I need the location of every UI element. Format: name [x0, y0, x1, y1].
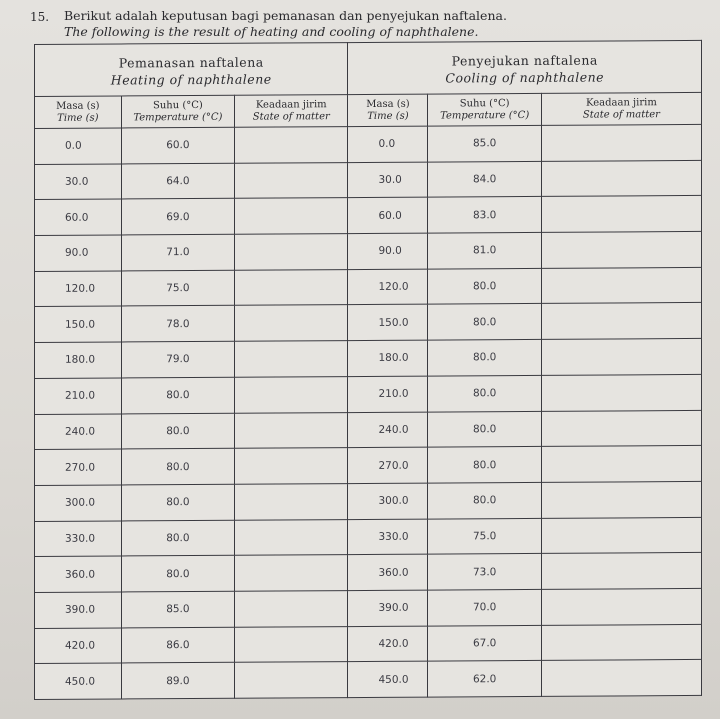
table-row	[35, 481, 702, 521]
cooling-col-temp-ms: Suhu (°C)	[459, 97, 510, 109]
heating-temp-cell: 80.0	[121, 413, 234, 449]
heating-col-time	[35, 96, 122, 129]
heating-temp-cell: 64.0	[121, 163, 234, 199]
heating-time-cell: 420.0	[35, 628, 122, 664]
cooling-col-temp	[428, 93, 541, 126]
heating-time-cell: 300.0	[35, 485, 122, 521]
cooling-time-cell: 0.0	[348, 126, 428, 162]
heating-state-cell[interactable]	[235, 662, 348, 698]
cooling-time-cell: 30.0	[348, 162, 428, 198]
heating-col-temp	[121, 95, 234, 128]
heating-col-state-ms: Keadaan jirim	[255, 98, 327, 111]
heating-col-temp-en: Temperature (°C)	[133, 111, 223, 123]
table-row	[35, 160, 702, 200]
cooling-temp-cell: 80.0	[428, 411, 541, 447]
heating-temp-cell: 71.0	[121, 234, 234, 270]
cooling-time-cell: 450.0	[348, 661, 428, 697]
cooling-time-cell: 240.0	[348, 412, 428, 448]
table-row	[35, 410, 702, 450]
cooling-time-cell: 300.0	[348, 483, 428, 519]
heating-state-cell[interactable]	[235, 269, 348, 305]
question-text-ms: Berikut adalah keputusan bagi pemanasan dan penyejukan naftalena.	[64, 8, 507, 23]
cooling-title-en: Cooling of naphthalene	[445, 69, 605, 85]
heating-time-cell: 60.0	[35, 199, 122, 235]
cooling-col-temp-en: Temperature (°C)	[440, 109, 530, 122]
heating-time-cell: 90.0	[35, 235, 122, 271]
heating-temp-cell: 69.0	[121, 199, 234, 235]
heating-state-cell[interactable]	[235, 626, 348, 662]
table-row	[35, 624, 702, 664]
cooling-state-cell[interactable]	[541, 660, 701, 697]
heating-state-cell[interactable]	[235, 519, 348, 555]
cooling-time-cell: 150.0	[348, 305, 428, 341]
heating-temp-cell: 80.0	[121, 520, 234, 556]
cooling-time-cell: 210.0	[348, 376, 428, 412]
heating-time-cell: 210.0	[35, 378, 122, 414]
heating-state-cell[interactable]	[235, 555, 348, 591]
cooling-temp-cell: 85.0	[428, 125, 541, 161]
cooling-temp-cell: 80.0	[428, 268, 541, 304]
cooling-col-state-en: State of matter	[582, 108, 660, 121]
heating-time-cell: 30.0	[35, 164, 122, 200]
heating-state-cell[interactable]	[235, 198, 348, 234]
cooling-state-cell[interactable]	[541, 231, 701, 268]
heating-state-cell[interactable]	[235, 448, 348, 484]
cooling-state-cell[interactable]	[541, 481, 701, 518]
cooling-temp-cell: 81.0	[428, 232, 541, 268]
cooling-time-cell: 330.0	[348, 519, 428, 555]
heating-col-state	[235, 95, 348, 128]
heating-col-state-en: State of matter	[252, 110, 330, 123]
table-row	[35, 196, 702, 236]
cooling-col-time-ms: Masa (s)	[366, 98, 410, 110]
heating-temp-cell: 86.0	[121, 627, 234, 663]
heating-state-cell[interactable]	[235, 341, 348, 377]
heating-time-cell: 180.0	[35, 342, 122, 378]
cooling-title-ms: Penyejukan naftalena	[451, 52, 598, 68]
cooling-time-cell: 390.0	[348, 590, 428, 626]
cooling-temp-cell: 80.0	[428, 375, 541, 411]
heating-temp-cell: 80.0	[121, 484, 234, 520]
cooling-state-cell[interactable]	[541, 267, 701, 304]
cooling-time-cell: 60.0	[348, 197, 428, 233]
cooling-state-cell[interactable]	[541, 196, 701, 233]
table-row	[35, 339, 702, 379]
table-row	[35, 231, 702, 271]
cooling-time-cell: 420.0	[348, 626, 428, 662]
cooling-state-cell[interactable]	[541, 160, 701, 197]
cooling-group-header	[348, 40, 702, 94]
heating-time-cell: 330.0	[35, 521, 122, 557]
cooling-temp-cell: 70.0	[428, 589, 541, 625]
cooling-col-time-en: Time (s)	[367, 110, 409, 122]
heating-col-time-ms: Masa (s)	[56, 100, 100, 112]
heating-col-temp-ms: Suhu (°C)	[152, 99, 203, 111]
cooling-temp-cell: 80.0	[428, 340, 541, 376]
heating-state-cell[interactable]	[235, 412, 348, 448]
heating-state-cell[interactable]	[235, 305, 348, 341]
heating-state-cell[interactable]	[235, 483, 348, 519]
table-row	[35, 267, 702, 307]
heating-temp-cell: 89.0	[121, 663, 234, 699]
cooling-time-cell: 270.0	[348, 447, 428, 483]
table-row	[35, 303, 702, 343]
heating-state-cell[interactable]	[235, 127, 348, 163]
heating-title-ms: Pemanasan naftalena	[118, 54, 264, 70]
heating-time-cell: 150.0	[35, 306, 122, 342]
cooling-temp-cell: 80.0	[428, 482, 541, 518]
cooling-temp-cell: 80.0	[428, 304, 541, 340]
table-row	[35, 553, 702, 593]
cooling-state-cell[interactable]	[541, 588, 701, 625]
cooling-temp-cell: 84.0	[428, 161, 541, 197]
heating-temp-cell: 78.0	[121, 306, 234, 342]
heating-time-cell: 360.0	[35, 556, 122, 592]
heating-state-cell[interactable]	[235, 234, 348, 270]
heating-time-cell: 120.0	[35, 271, 122, 307]
cooling-state-cell[interactable]	[541, 339, 701, 376]
table-row	[35, 446, 702, 486]
heating-title-en: Heating of naphthalene	[110, 71, 272, 88]
cooling-temp-cell: 75.0	[428, 518, 541, 554]
table-row	[35, 588, 702, 628]
heating-time-cell: 270.0	[35, 449, 122, 485]
cooling-col-state	[541, 92, 701, 125]
results-table	[34, 40, 702, 700]
cooling-state-cell[interactable]	[541, 517, 701, 554]
question-text-en: The following is the result of heating and cooling of naphthalene.	[64, 24, 479, 39]
cooling-col-state-ms: Keadaan jirim	[586, 96, 657, 109]
cooling-state-cell[interactable]	[541, 124, 701, 161]
heating-temp-cell: 80.0	[121, 556, 234, 592]
heating-temp-cell: 75.0	[121, 270, 234, 306]
results-table-wrapper	[34, 40, 702, 700]
heating-time-cell: 450.0	[35, 663, 122, 699]
cooling-col-time	[348, 94, 428, 126]
cooling-state-cell[interactable]	[541, 624, 701, 661]
question-number: 15.	[30, 10, 50, 24]
cooling-temp-cell: 62.0	[428, 661, 541, 697]
heating-group-header	[35, 43, 348, 97]
results-table-body	[35, 124, 702, 699]
heating-temp-cell: 79.0	[121, 341, 234, 377]
table-row	[35, 124, 702, 164]
cooling-temp-cell: 80.0	[428, 447, 541, 483]
heating-temp-cell: 80.0	[121, 377, 234, 413]
table-row	[35, 660, 702, 700]
heating-temp-cell: 80.0	[121, 448, 234, 484]
table-row	[35, 517, 702, 557]
cooling-temp-cell: 67.0	[428, 625, 541, 661]
heating-state-cell[interactable]	[235, 162, 348, 198]
cooling-state-cell[interactable]	[541, 303, 701, 340]
heating-time-cell: 240.0	[35, 413, 122, 449]
cooling-state-cell[interactable]	[541, 446, 701, 483]
question-text	[64, 8, 507, 40]
heating-state-cell[interactable]	[235, 376, 348, 412]
heating-state-cell[interactable]	[235, 591, 348, 627]
cooling-temp-cell: 73.0	[428, 554, 541, 590]
cooling-temp-cell: 83.0	[428, 197, 541, 233]
cooling-state-cell[interactable]	[541, 410, 701, 447]
heating-temp-cell: 60.0	[121, 127, 234, 163]
heating-col-time-en: Time (s)	[57, 112, 99, 124]
heating-time-cell: 0.0	[35, 128, 122, 164]
cooling-state-cell[interactable]	[541, 374, 701, 411]
cooling-state-cell[interactable]	[541, 553, 701, 590]
cooling-time-cell: 90.0	[348, 233, 428, 269]
heating-temp-cell: 85.0	[121, 591, 234, 627]
heating-time-cell: 390.0	[35, 592, 122, 628]
cooling-time-cell: 360.0	[348, 554, 428, 590]
cooling-time-cell: 180.0	[348, 340, 428, 376]
cooling-time-cell: 120.0	[348, 269, 428, 305]
table-row	[35, 374, 702, 414]
